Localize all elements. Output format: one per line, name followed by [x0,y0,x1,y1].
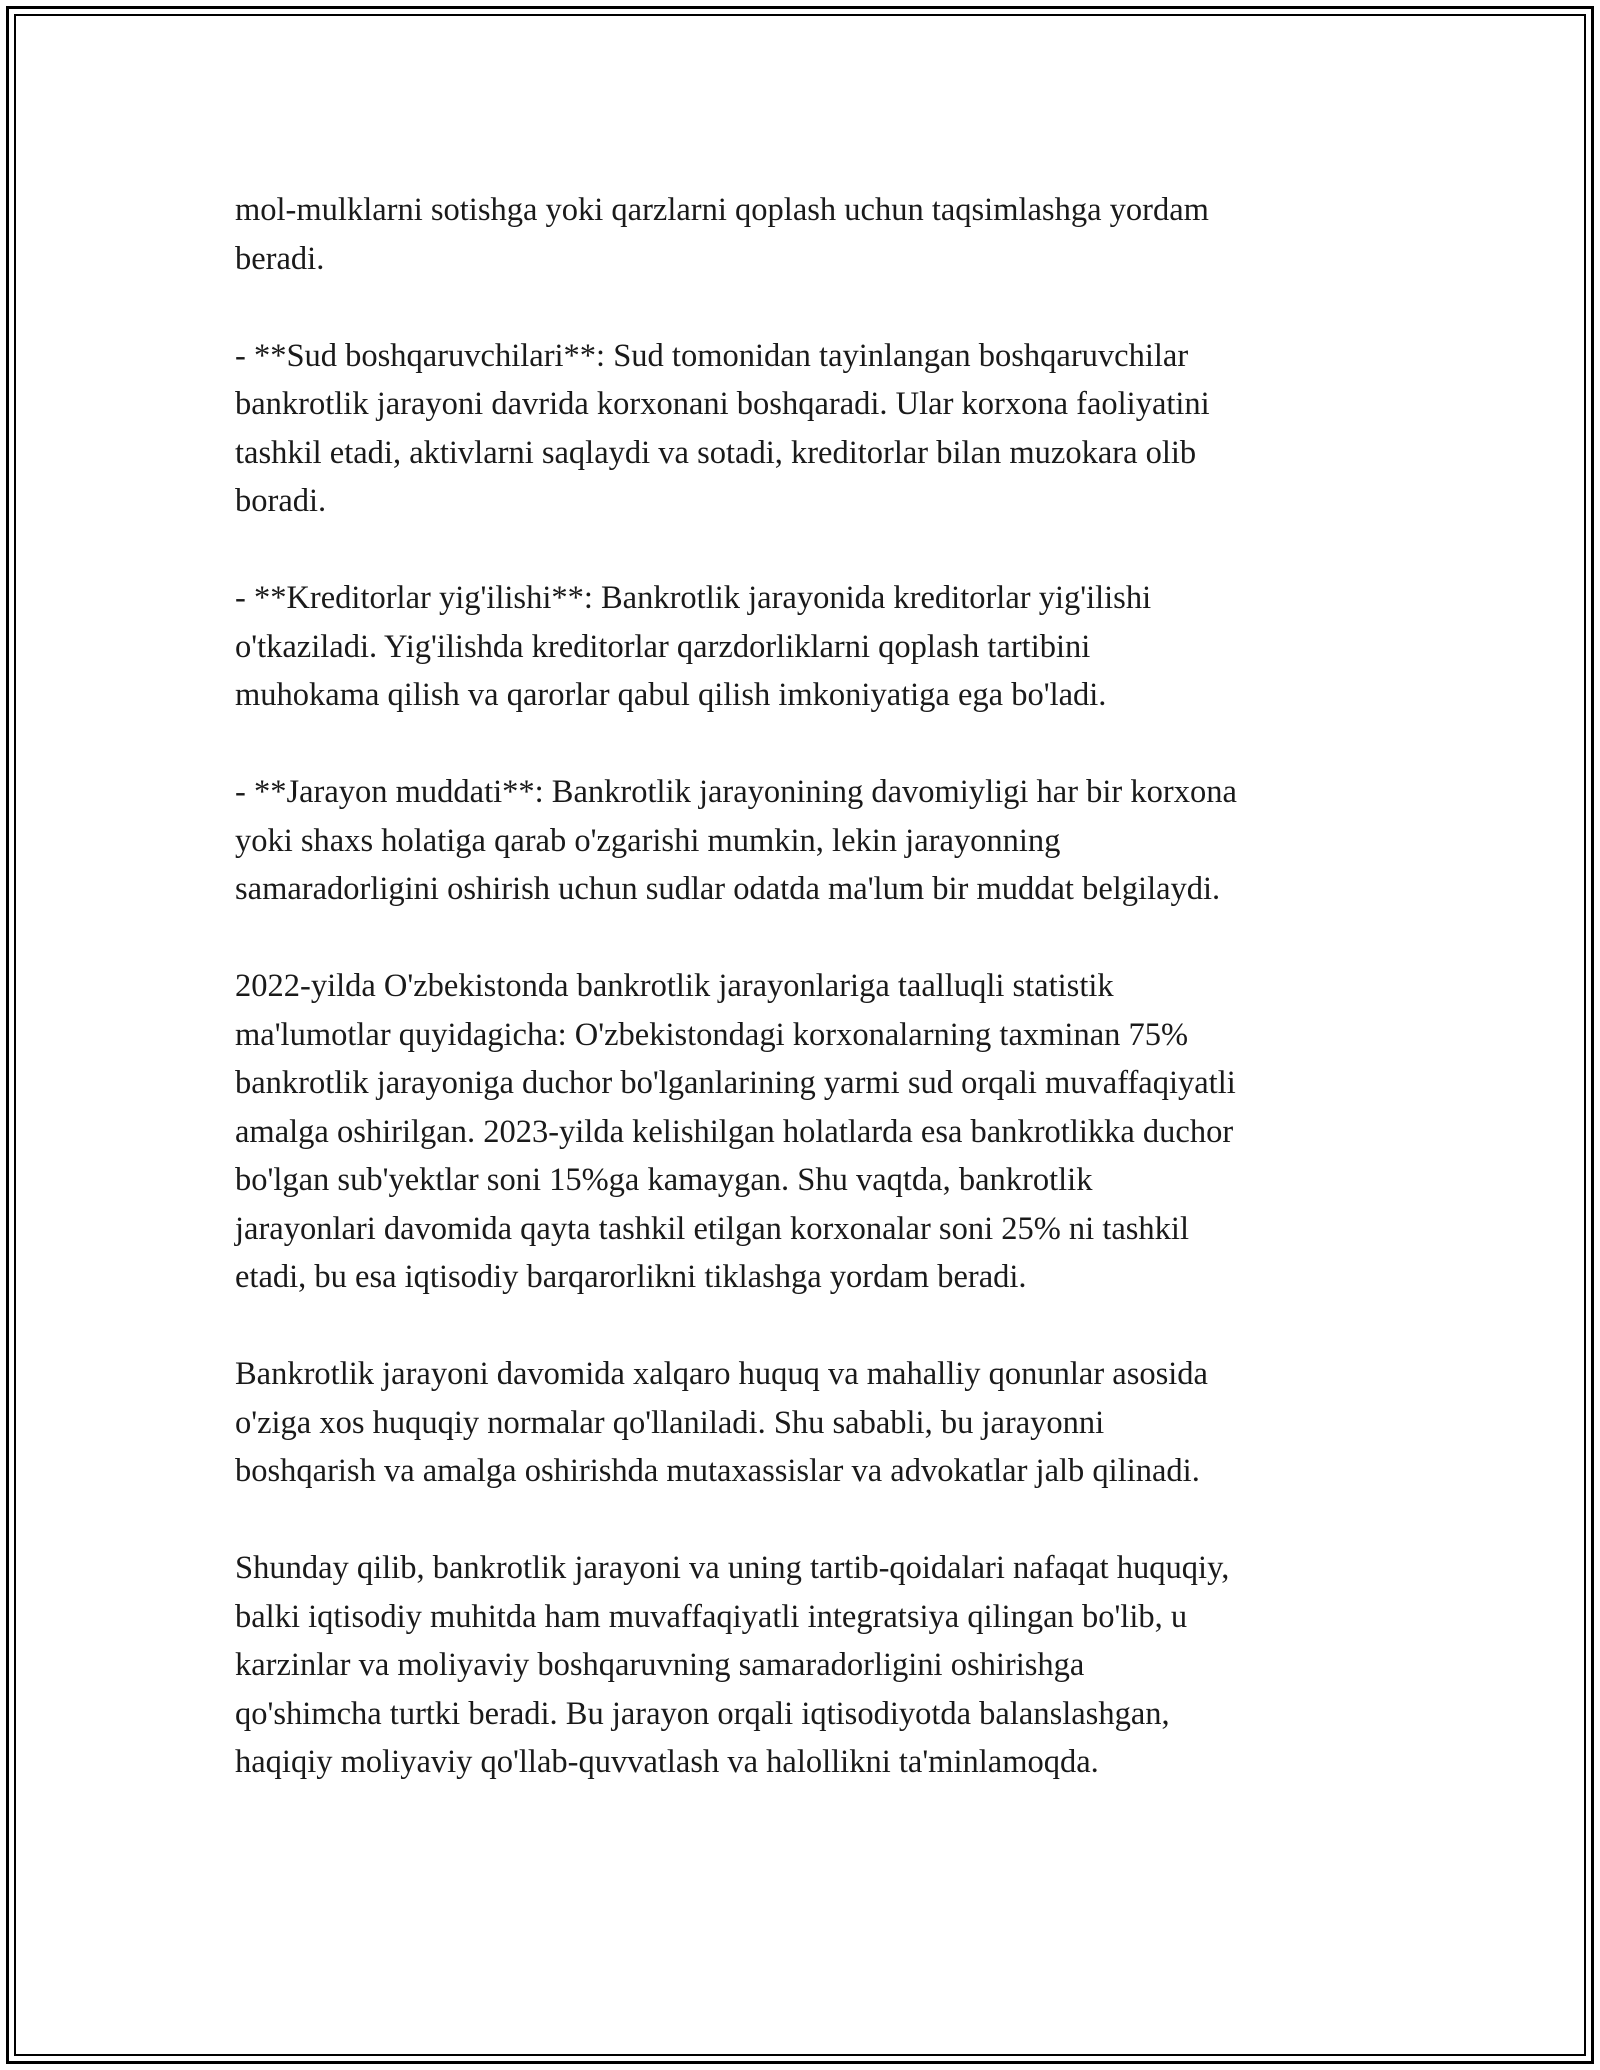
paragraph-court-administrators: - **Sud boshqaruvchilari**: Sud tomonidan tayinlangan boshqaruvchilar bankrotlik jarayoni davrida korxonani boshqaradi. Ular korxona faoliyatini tashkil etadi, aktivlarni saqlaydi va sotadi, kreditorlar bilan muzokara olib boradi. [235,337,1210,519]
paragraph-creditors-meeting: - **Kreditorlar yig'ilishi**: Bankrotlik jarayonida kreditorlar yig'ilishi o'tkaziladi. Yig'ilishda kreditorlar qarzdorliklarni qoplash tartibini muhokama qilish va qarorlar qabul qilish imkoniyatiga ega bo'ladi. [235,580,1152,713]
paragraph-conclusion: Shunday qilib, bankrotlik jarayoni va uning tartib-qoidalari nafaqat huquqiy, balki iqtisodiy muhitda ham muvaffaqiyatli integratsiya qilingan bo'lib, u karzinlar va moliyaviy boshqaruvning samaradorligini oshirishga qo'shimcha turtki beradi. Bu jarayon orqali iqtisodiyotda balanslashgan, haqiqiy moliyaviy qo'llab-quvvatlash va halollikni ta'minlamoqda. [235,1550,1230,1780]
paragraph-process-duration: - **Jarayon muddati**: Bankrotlik jarayonining davomiyligi har bir korxona yoki shaxs holatiga qarab o'zgarishi mumkin, lekin jarayonning samaradorligini oshirish uchun sudlar odatda ma'lum bir muddat belgilaydi. [235,774,1237,907]
paragraph-asset-sale-continuation: mol-mulklarni sotishga yoki qarzlarni qoplash uchun taqsimlashga yordam beradi. [235,192,1209,277]
paragraph-legal-norms: Bankrotlik jarayoni davomida xalqaro huquq va mahalliy qonunlar asosida o'ziga xos huquqiy normalar qo'llaniladi. Shu sababli, bu jarayonni boshqarish va amalga oshirishda mutaxassislar va advokatlar jalb qilinadi. [235,1356,1208,1489]
paragraph-statistics-2022: 2022-yilda O'zbekistonda bankrotlik jarayonlariga taalluqli statistik ma'lumotlar quyidagicha: O'zbekistondagi korxonalarning taxminan 75% bankrotlik jarayoniga duchor bo'lganlarining yarmi sud orqali muvaffaqiyatli amalga oshirilgan. 2023-yilda kelishilgan holatlarda esa bankrotlikka duchor bo'lgan sub'yektlar soni 15%ga kamaygan. Shu vaqtda, bankrotlik jarayonlari davomida qayta tashkil etilgan korxonalar soni 25% ni tashkil etadi, bu esa iqtisodiy barqarorlikni tiklashga yordam beradi. [235,968,1236,1295]
document-body [235,186,1395,1835]
